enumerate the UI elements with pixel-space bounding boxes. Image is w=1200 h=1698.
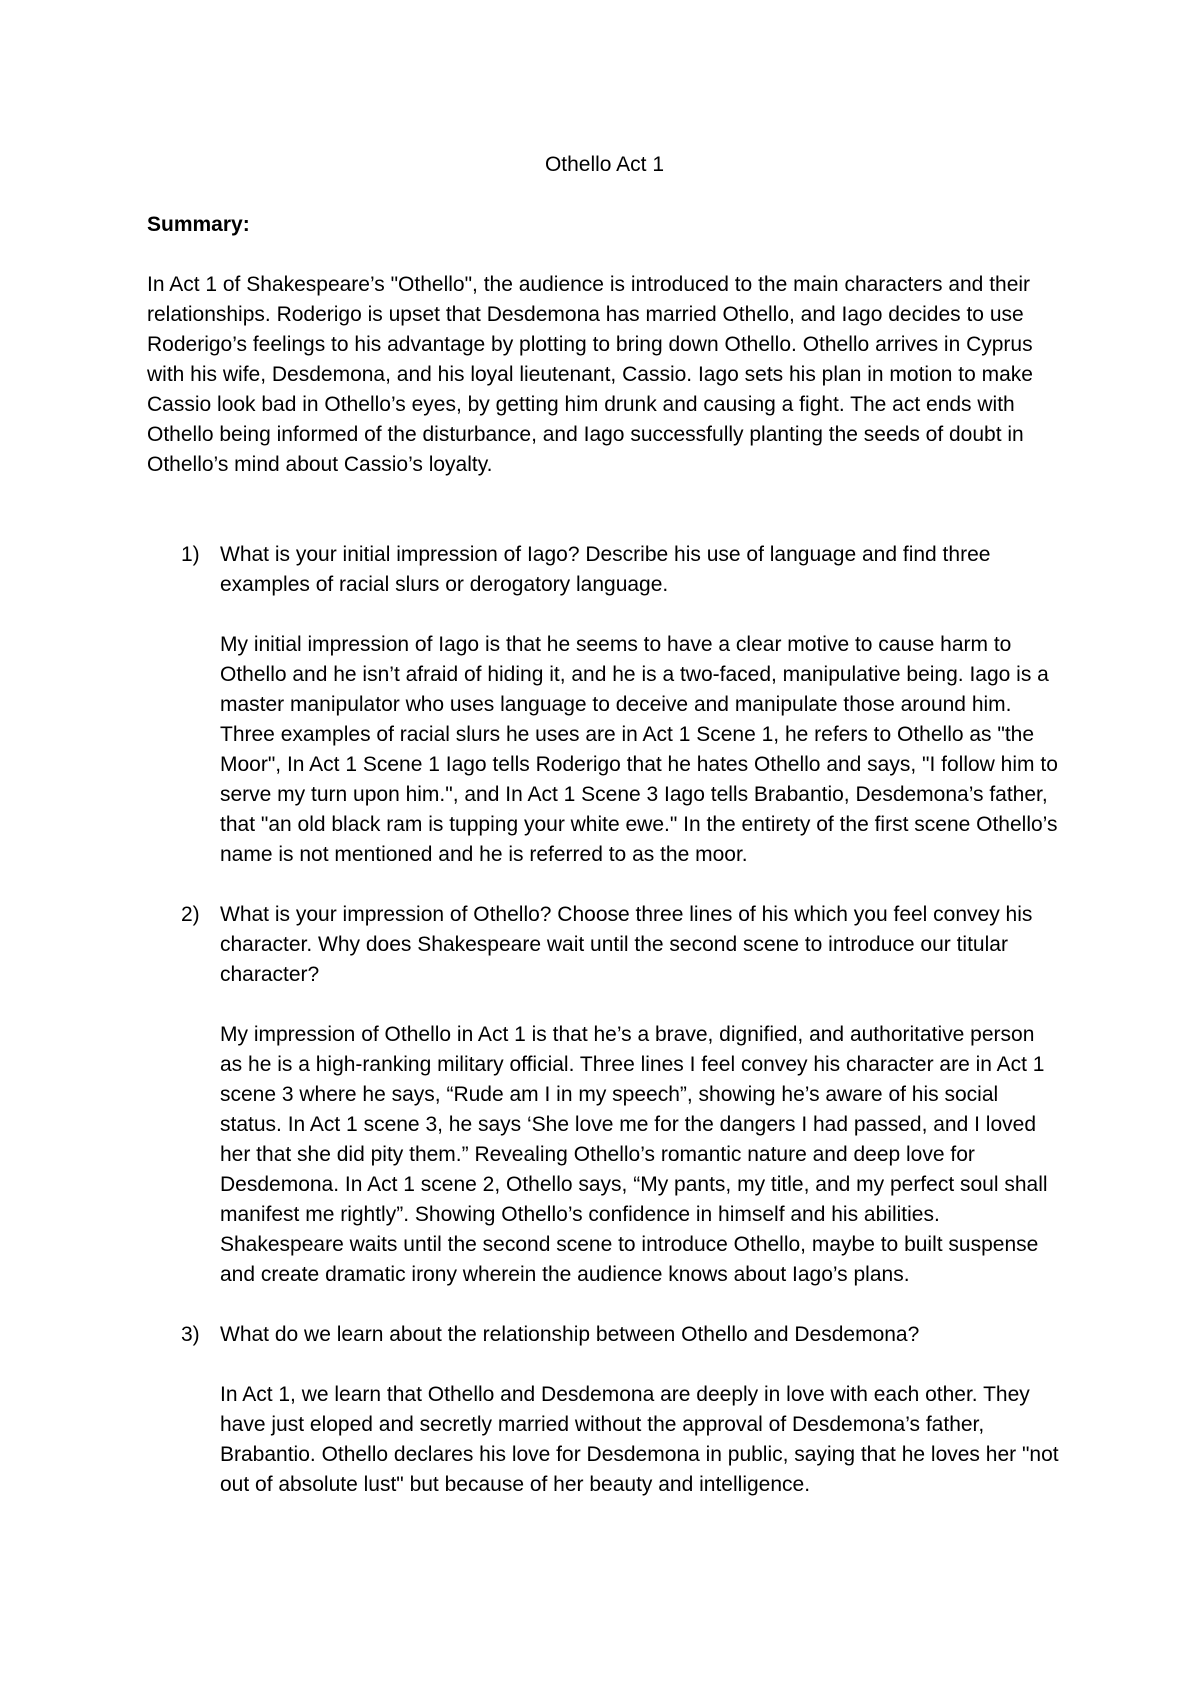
- document-title: Othello Act 1: [544, 153, 665, 176]
- question-item-2: [147, 900, 1062, 1290]
- question-text: What is your initial impression of Iago? Describe his use of language and find three examples of racial slurs or derogatory language.: [220, 543, 991, 596]
- question-number: 2): [181, 903, 200, 926]
- document-body: [147, 150, 1062, 1500]
- question-text: What do we learn about the relationship between Othello and Desdemona?: [220, 1323, 920, 1346]
- answer-paragraph: My impression of Othello in Act 1 is that he’s a brave, dignified, and authoritative person as he is a high-ranking military official. Three lines I feel convey his character are in Act 1 scene 3 where he says, “Rude am I in my speech”, showing he’s aware of his social status. In Act 1 scene 3, he says ‘She love me for the dangers I had passed, and I loved her that she did pity them.” Revealing Othello’s romantic nature and deep love for Desdemona. In Act 1 scene 2, Othello says, “My pants, my title, and my perfect soul shall manifest me rightly”. Showing Othello’s confidence in himself and his abilities. Shakespeare waits until the second scene to introduce Othello, maybe to built suspense and create dramatic irony wherein the audience knows about Iago’s plans.: [220, 1023, 1048, 1286]
- summary-paragraph: In Act 1 of Shakespeare’s "Othello", the audience is introduced to the main characters and their relationships. Roderigo is upset that Desdemona has married Othello, and Iago decides to use Roderigo’s feelings to his advantage by plotting to bring down Othello. Othello arrives in Cyprus with his wife, Desdemona, and his loyal lieutenant, Cassio. Iago sets his plan in motion to make Cassio look bad in Othello’s eyes, by getting him drunk and causing a fight. The act ends with Othello being informed of the disturbance, and Iago successfully planting the seeds of doubt in Othello’s mind about Cassio’s loyalty.: [147, 273, 1033, 476]
- question-text: What is your impression of Othello? Choose three lines of his which you feel convey his character. Why does Shakespeare wait until the second scene to introduce our titular character?: [220, 903, 1033, 986]
- answer-paragraph: My initial impression of Iago is that he seems to have a clear motive to cause harm to Othello and he isn’t afraid of hiding it, and he is a two-faced, manipulative being. Iago is a master manipulator who uses language to deceive and manipulate those around him. Three examples of racial slurs he uses are in Act 1 Scene 1, he refers to Othello as "the Moor", In Act 1 Scene 1 Iago tells Roderigo that he hates Othello and says, "I follow him to serve my turn upon him.", and In Act 1 Scene 3 Iago tells Brabantio, Desdemona’s father, that "an old black ram is tupping your white ewe." In the entirety of the first scene Othello’s name is not mentioned and he is referred to as the moor.: [220, 633, 1058, 866]
- question-item-3: [147, 1320, 1062, 1500]
- question-number: 3): [181, 1323, 200, 1346]
- summary-heading: Summary:: [147, 213, 250, 236]
- question-item-1: [147, 540, 1062, 870]
- question-list: [147, 540, 1062, 1500]
- answer-paragraph: In Act 1, we learn that Othello and Desdemona are deeply in love with each other. They have just eloped and secretly married without the approval of Desdemona’s father, Brabantio. Othello declares his love for Desdemona in public, saying that he loves her "not out of absolute lust" but because of her beauty and intelligence.: [220, 1383, 1059, 1496]
- question-number: 1): [181, 543, 200, 566]
